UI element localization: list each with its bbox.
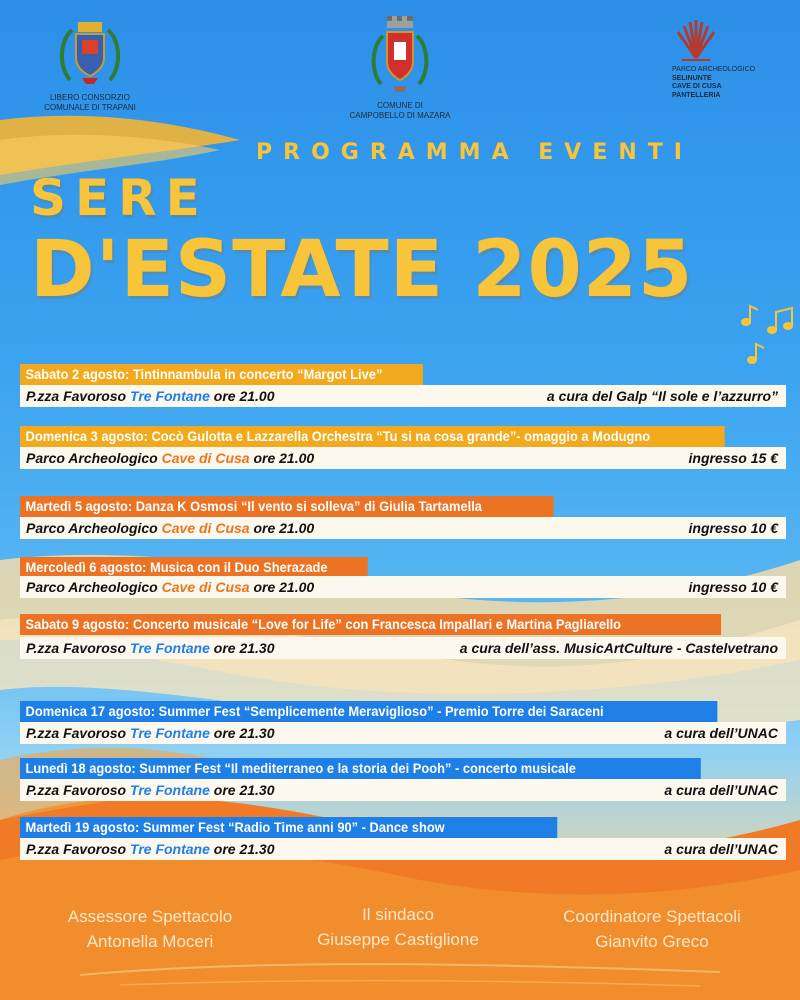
credit-role: Coordinatore Spettacoli: [563, 907, 741, 926]
program-subtitle: PROGRAMMA EVENTI: [256, 140, 693, 165]
event-location: [26, 637, 275, 659]
event-place: Parco Archeologico: [26, 579, 158, 595]
event-venue: Cave di Cusa: [161, 520, 250, 536]
event-details: [20, 517, 786, 539]
event-time: ore 21.30: [213, 725, 275, 741]
event-venue: Cave di Cusa: [161, 450, 250, 466]
event-details: [20, 637, 786, 659]
credit-role: Il sindaco: [362, 905, 434, 924]
event-time: ore 21.30: [213, 782, 275, 798]
title-line-1: SERE: [30, 169, 209, 227]
event-title: Martedì 19 agosto: Summer Fest “Radio Time anni 90” - Dance show: [20, 817, 557, 838]
campobello-line-1: COMUNE DI: [377, 101, 423, 110]
event-location: [26, 722, 275, 744]
event-venue: Cave di Cusa: [161, 579, 250, 595]
music-notes-icon: [736, 300, 796, 370]
palmette-icon: [674, 18, 718, 66]
event-place: P.zza Favoroso: [26, 725, 127, 741]
event-place: P.zza Favoroso: [26, 841, 127, 857]
event-details: [20, 838, 786, 860]
event-place: Parco Archeologico: [26, 450, 158, 466]
event-note: a cura del Galp “Il sole e l’azzurro”: [546, 388, 778, 404]
campobello-coat-of-arms-icon: [371, 14, 429, 96]
credit-coordinatore: [532, 904, 772, 954]
credit-name: Antonella Moceri: [86, 932, 214, 951]
event-place: P.zza Favoroso: [26, 782, 127, 798]
event-note: ingresso 10 €: [688, 579, 778, 595]
event-details: [20, 447, 786, 469]
logo-trapani: [30, 18, 150, 113]
event-note: a cura dell’UNAC: [664, 725, 778, 741]
event-location: [26, 779, 275, 801]
event-location: [26, 385, 275, 407]
event-title: Martedì 5 agosto: Danza K Osmosi “Il vento si solleva” di Giulia Tartamella: [20, 496, 554, 517]
credit-name: Gianvito Greco: [595, 932, 709, 951]
event-location: [26, 517, 314, 539]
event-location: [26, 576, 314, 598]
event-title: Domenica 17 agosto: Summer Fest “Semplicemente Meraviglioso” - Premio Torre dei Saraceni: [20, 701, 717, 722]
event-title: Domenica 3 agosto: Cocò Gulotta e Lazzarella Orchestra “Tu si na cosa grande”- omaggio a Modugno: [20, 426, 725, 447]
event-title: Mercoledì 6 agosto: Musica con il Duo Sherazade: [20, 557, 368, 578]
event-note: ingresso 10 €: [688, 520, 778, 536]
event-place: P.zza Favoroso: [26, 640, 127, 656]
event-details: [20, 385, 786, 407]
credit-name: Giuseppe Castiglione: [317, 930, 479, 949]
parco-line-2: SELINUNTE: [672, 74, 712, 82]
event-details: [20, 576, 786, 598]
event-venue: Tre Fontane: [130, 782, 210, 798]
logo-campobello: [335, 14, 465, 121]
event-time: ore 21.30: [213, 640, 275, 656]
event-time: ore 21.00: [213, 388, 275, 404]
event-location: [26, 447, 314, 469]
logo-parco-archeologico: [672, 18, 782, 100]
event-note: a cura dell’ass. MusicArtCulture - Castelvetrano: [459, 640, 778, 656]
event-time: ore 21.30: [213, 841, 275, 857]
event-title: Lunedì 18 agosto: Summer Fest “Il mediterraneo e la storia dei Pooh” - concerto musicale: [20, 758, 701, 779]
credit-assessore: [30, 904, 270, 954]
event-venue: Tre Fontane: [130, 725, 210, 741]
campobello-line-2: CAMPOBELLO DI MAZARA: [349, 111, 451, 120]
event-details: [20, 722, 786, 744]
event-note: a cura dell’UNAC: [664, 782, 778, 798]
event-place: Parco Archeologico: [26, 520, 158, 536]
parco-line-3: CAVE DI CUSA: [672, 83, 722, 90]
event-time: ore 21.00: [253, 520, 315, 536]
event-title: Sabato 2 agosto: Tintinnambula in concerto “Margot Live”: [20, 364, 423, 385]
event-location: [26, 838, 275, 860]
credit-role: Assessore Spettacolo: [67, 907, 233, 926]
event-venue: Tre Fontane: [130, 841, 210, 857]
event-note: a cura dell’UNAC: [664, 841, 778, 857]
trapani-line-2: COMUNALE DI TRAPANI: [44, 103, 136, 112]
credit-sindaco: [278, 902, 518, 952]
parco-line-4: PANTELLERIA: [672, 91, 721, 99]
trapani-line-1: LIBERO CONSORZIO: [49, 93, 130, 102]
event-time: ore 21.00: [253, 579, 315, 595]
event-venue: Tre Fontane: [130, 388, 210, 404]
event-title: Sabato 9 agosto: Concerto musicale “Love for Life” con Francesca Impallari e Martina Pagliarello: [20, 614, 721, 635]
parco-line-1: PARCO ARCHEOLOGICO: [672, 66, 756, 73]
event-time: ore 21.00: [253, 450, 315, 466]
title-line-2: D'ESTATE 2025: [30, 225, 694, 315]
trapani-coat-of-arms-icon: [58, 18, 122, 88]
event-place: P.zza Favoroso: [26, 388, 127, 404]
event-details: [20, 779, 786, 801]
event-venue: Tre Fontane: [130, 640, 210, 656]
event-note: ingresso 15 €: [688, 450, 778, 466]
